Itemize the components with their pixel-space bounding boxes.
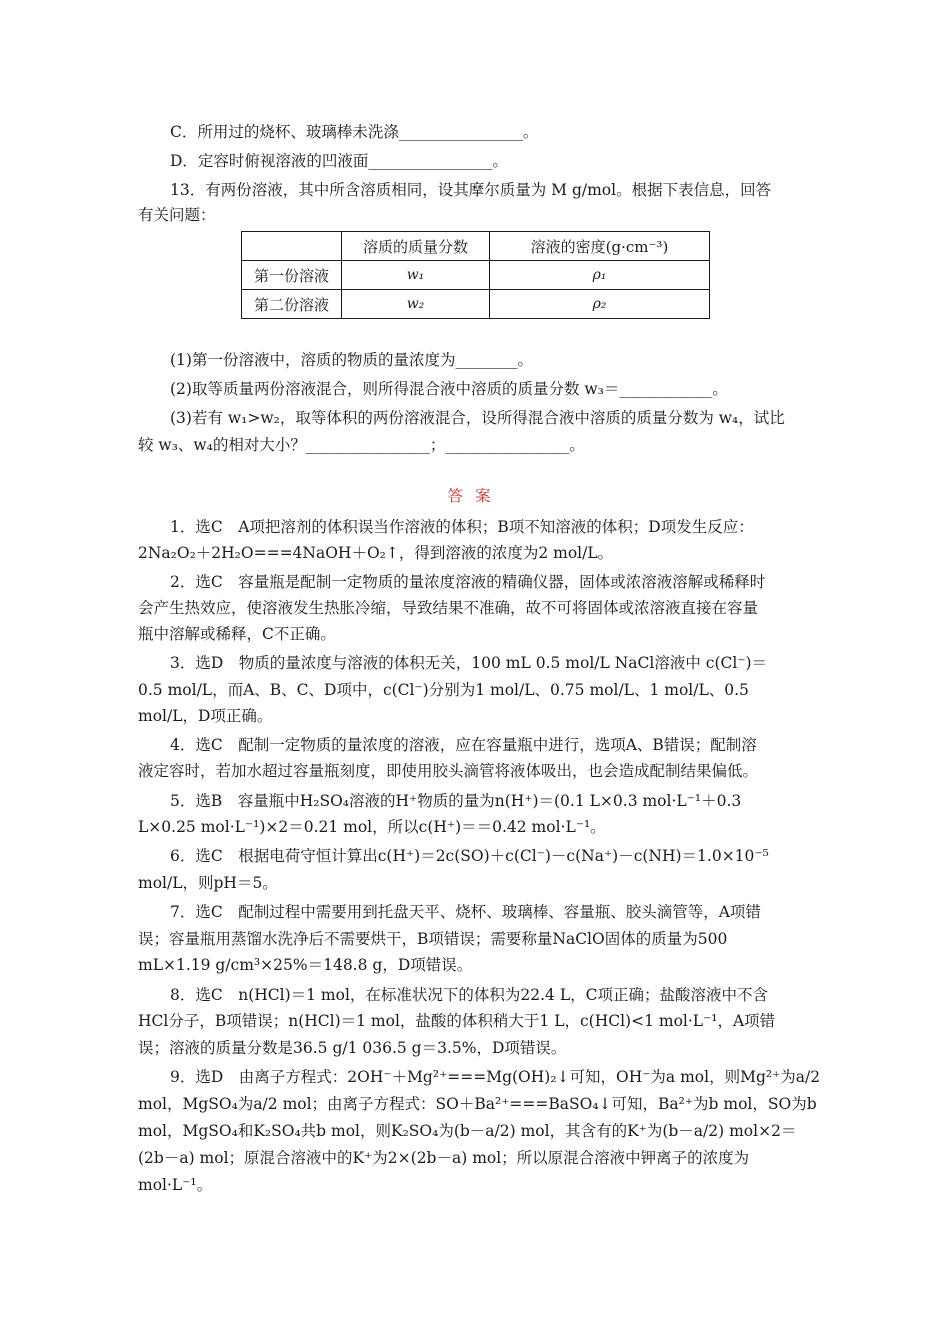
table-cell: w₂ (342, 290, 490, 319)
answer-line: 9．选D 由离子方程式：2OH⁻＋Mg²⁺===Mg(OH)₂↓可知，OH⁻为a mol，则Mg²⁺为a/2 (170, 1068, 821, 1086)
answer-line: 2．选C 容量瓶是配制一定物质的量浓度溶液的精确仪器，固体或浓溶液溶解或稀释时 (170, 573, 766, 591)
table-header-cell: 溶质的质量分数 (342, 232, 490, 261)
answer-line: mol·L⁻¹。 (138, 1176, 213, 1194)
question-13-sub3-line2: 较 w₃、w₄的相对大小？________________；________________。 (138, 436, 585, 454)
answer-line: 7．选C 配制过程中需要用到托盘天平、烧杯、玻璃棒、容量瓶、胶头滴管等，A项错 (170, 903, 761, 921)
answer-line: (2b－a) mol；原混合溶液中的K⁺为2×(2b－a) mol；所以原混合溶液中钾离子的浓度为 (138, 1149, 750, 1167)
table-row (242, 261, 710, 290)
question-13-line1: 13．有两份溶液，其中所含溶质相同，设其摩尔质量为 M g/mol。根据下表信息，回答 (170, 181, 772, 199)
answer-line: mol/L，则pH＝5。 (138, 874, 278, 892)
answer-line: 瓶中溶解或稀释，C不正确。 (138, 625, 336, 643)
answer-line: HCl分子，B项错误；n(HCl)＝1 mol，盐酸的体积稍大于1 L，c(HCl)<1 mol·L⁻¹，A项错 (138, 1012, 776, 1030)
table-cell: ρ₁ (490, 261, 710, 290)
table-cell: 第二份溶液 (242, 290, 342, 319)
answer-line: 会产生热效应，使溶液发生热胀冷缩，导致结果不准确，故不可将固体或浓溶液直接在容量 (138, 599, 759, 617)
table-cell: w₁ (342, 261, 490, 290)
question-13-sub2: (2)取等质量两份溶液混合，则所得混合液中溶质的质量分数 w₃＝____________。 (170, 380, 728, 398)
answer-line: 液定容时，若加水超过容量瓶刻度，即使用胶头滴管将液体吸出，也会造成配制结果偏低。 (138, 762, 759, 780)
answer-line: mL×1.19 g/cm³×25%＝148.8 g，D项错误。 (138, 956, 473, 974)
question-13-sub1: (1)第一份溶液中，溶质的物质的量浓度为________。 (170, 351, 533, 369)
table-cell: ρ₂ (490, 290, 710, 319)
answer-line: 3．选D 物质的量浓度与溶液的体积无关，100 mL 0.5 mol/L NaCl溶液中 c(Cl⁻)＝ (170, 654, 768, 672)
question-13-line2: 有关问题： (138, 206, 216, 224)
answer-line: 1．选C A项把溶剂的体积误当作溶液的体积；B项不知溶液的体积；D项发生反应： (170, 518, 754, 536)
answer-line: 5．选B 容量瓶中H₂SO₄溶液的H⁺物质的量为n(H⁺)＝(0.1 L×0.3 mol·L⁻¹＋0.3 (170, 792, 742, 810)
answer-line: 误；容量瓶用蒸馏水洗净后不需要烘干，B项错误；需要称量NaClO固体的质量为500 (138, 930, 728, 948)
answer-line: mol，MgSO₄和K₂SO₄共b mol，则K₂SO₄为(b－a/2) mol，其含有的K⁺为(b－a/2) mol×2＝ (138, 1122, 797, 1140)
table-cell: 第一份溶液 (242, 261, 342, 290)
table-row (242, 290, 710, 319)
solution-info-table (241, 231, 710, 319)
answer-line: 6．选C 根据电荷守恒计算出c(H⁺)＝2c(SO)＋c(Cl⁻)－c(Na⁺)－c(NH)＝1.0×10⁻⁵ (170, 847, 769, 865)
table-header-cell (242, 232, 342, 261)
question-12d: D．定容时俯视溶液的凹液面________________。 (170, 152, 508, 170)
answers-title: 答案 (447, 487, 503, 505)
table-header-row (242, 232, 710, 261)
answer-line: 4．选C 配制一定物质的量浓度的溶液，应在容量瓶中进行，选项A、B错误；配制溶 (170, 736, 757, 754)
answer-line: 2Na₂O₂＋2H₂O===4NaOH＋O₂↑，得到溶液的浓度为2 mol/L。 (138, 544, 614, 562)
answer-line: mol/L，D项正确。 (138, 707, 273, 725)
answer-line: mol，MgSO₄为a/2 mol；由离子方程式：SO＋Ba²⁺===BaSO₄↓可知，Ba²⁺为b mol，SO为b (138, 1095, 817, 1113)
answer-line: 8．选C n(HCl)＝1 mol，在标准状况下的体积为22.4 L，C项正确；盐酸溶液中不含 (170, 986, 769, 1004)
answer-line: L×0.25 mol·L⁻¹)×2＝0.21 mol，所以c(H⁺)＝＝0.42 mol·L⁻¹。 (138, 818, 606, 836)
question-13-sub3-line1: (3)若有 w₁>w₂，取等体积的两份溶液混合，设所得混合液中溶质的质量分数为 w₄，试比 (170, 409, 785, 427)
answer-line: 误；溶液的质量分数是36.5 g/1 036.5 g＝3.5%，D项错误。 (138, 1039, 567, 1057)
table-header-cell: 溶液的密度(g·cm⁻³) (490, 232, 710, 261)
question-12c: C．所用过的烧杯、玻璃棒未洗涤________________。 (170, 123, 539, 141)
answer-line: 0.5 mol/L，而A、B、C、D项中，c(Cl⁻)分别为1 mol/L、0.75 mol/L、1 mol/L、0.5 (138, 681, 749, 699)
